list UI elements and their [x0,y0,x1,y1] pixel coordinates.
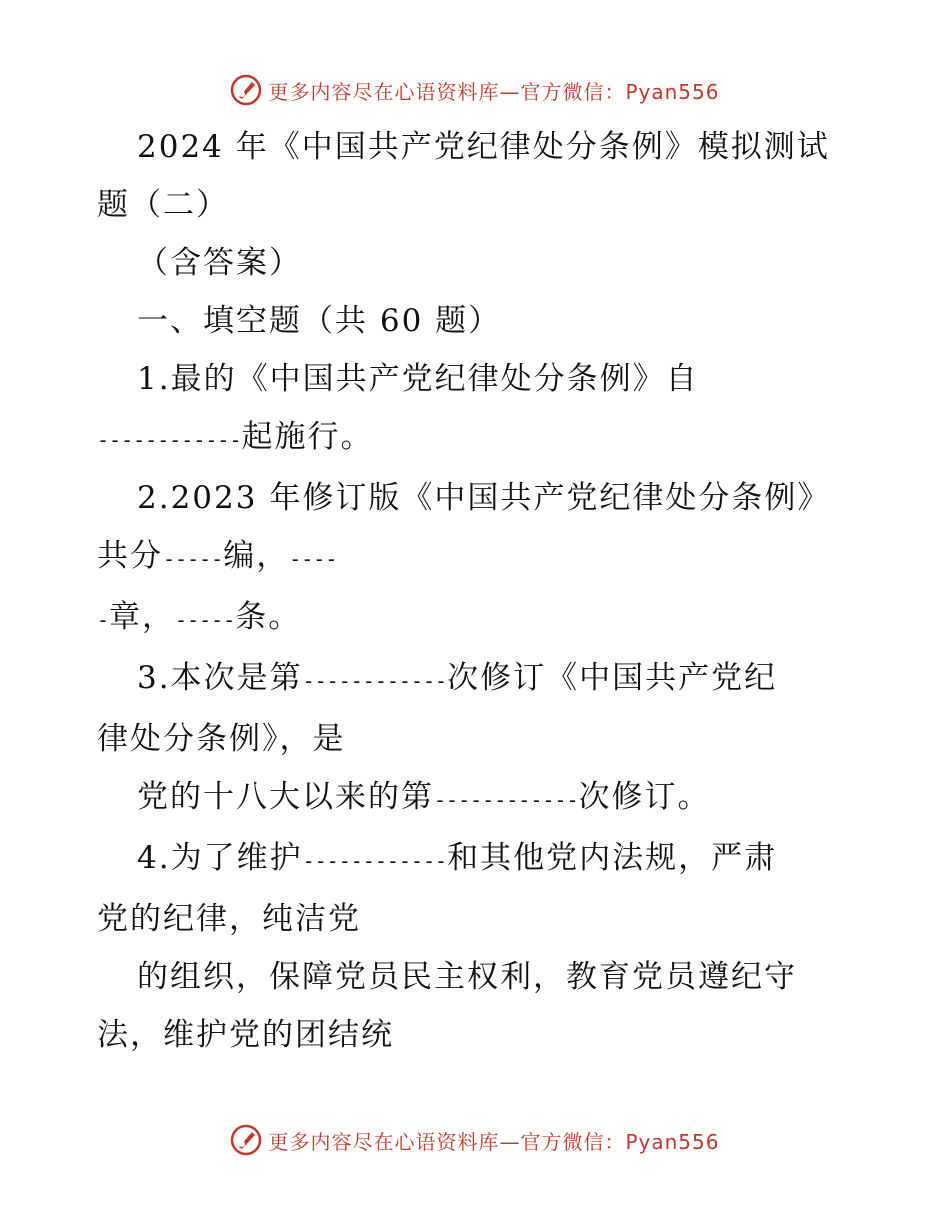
answer-blank: ------------ [302,849,448,873]
question-4-line-4: 法，维护党的团结统 [97,1017,394,1053]
document-body [97,118,867,1064]
question-3-line-2: 律处分条例》，是 [97,721,346,757]
question-4-line-2: 党的纪律，纯洁党 [97,901,361,937]
answer-blank: ------------ [434,788,579,812]
question-1-line-2: ------------起施行。 [97,419,374,455]
doc-title-line-2: 题（二） [97,187,229,223]
question-2-line-2: 共分-----编，---- [97,538,338,574]
question-4-line-1: 4.为了维护------------和其他党内法规，严肃 [137,840,778,876]
answer-blank: ----- [175,608,236,632]
section-heading: 一、填空题（共 60 题） [137,303,502,339]
answer-blank: ---- [289,547,338,571]
answer-blank: ----- [163,547,224,571]
doc-subtitle: （含答案） [137,245,302,281]
question-3-line-3: 党的十八大以来的第------------次修订。 [137,779,711,815]
question-4-line-3: 的组织，保障党员民主权利，教育党员遵纪守 [137,959,797,995]
quill-seal-logo [230,1124,262,1156]
question-2-line-3: -章，-----条。 [97,599,302,635]
watermark-bottom [0,1120,950,1160]
answer-blank: - [97,608,110,632]
question-3-line-1: 3.本次是第------------次修订《中国共产党纪 [137,660,778,696]
answer-blank: ------------ [302,669,448,693]
question-2-line-1: 2.2023 年修订版《中国共产党纪律处分条例》 [137,480,831,516]
question-1-line-1: 1.最的《中国共产党纪律处分条例》自 [137,361,699,397]
watermark-top [0,70,950,110]
answer-blank: ------------ [97,428,242,452]
doc-title-line-1: 2024 年《中国共产党纪律处分条例》模拟测试 [137,129,830,165]
watermark-text: 更多内容尽在心语资料库—官方微信：Pyan556 [268,79,720,104]
watermark-text: 更多内容尽在心语资料库—官方微信：Pyan556 [268,1129,720,1154]
quill-seal-logo [230,74,262,106]
